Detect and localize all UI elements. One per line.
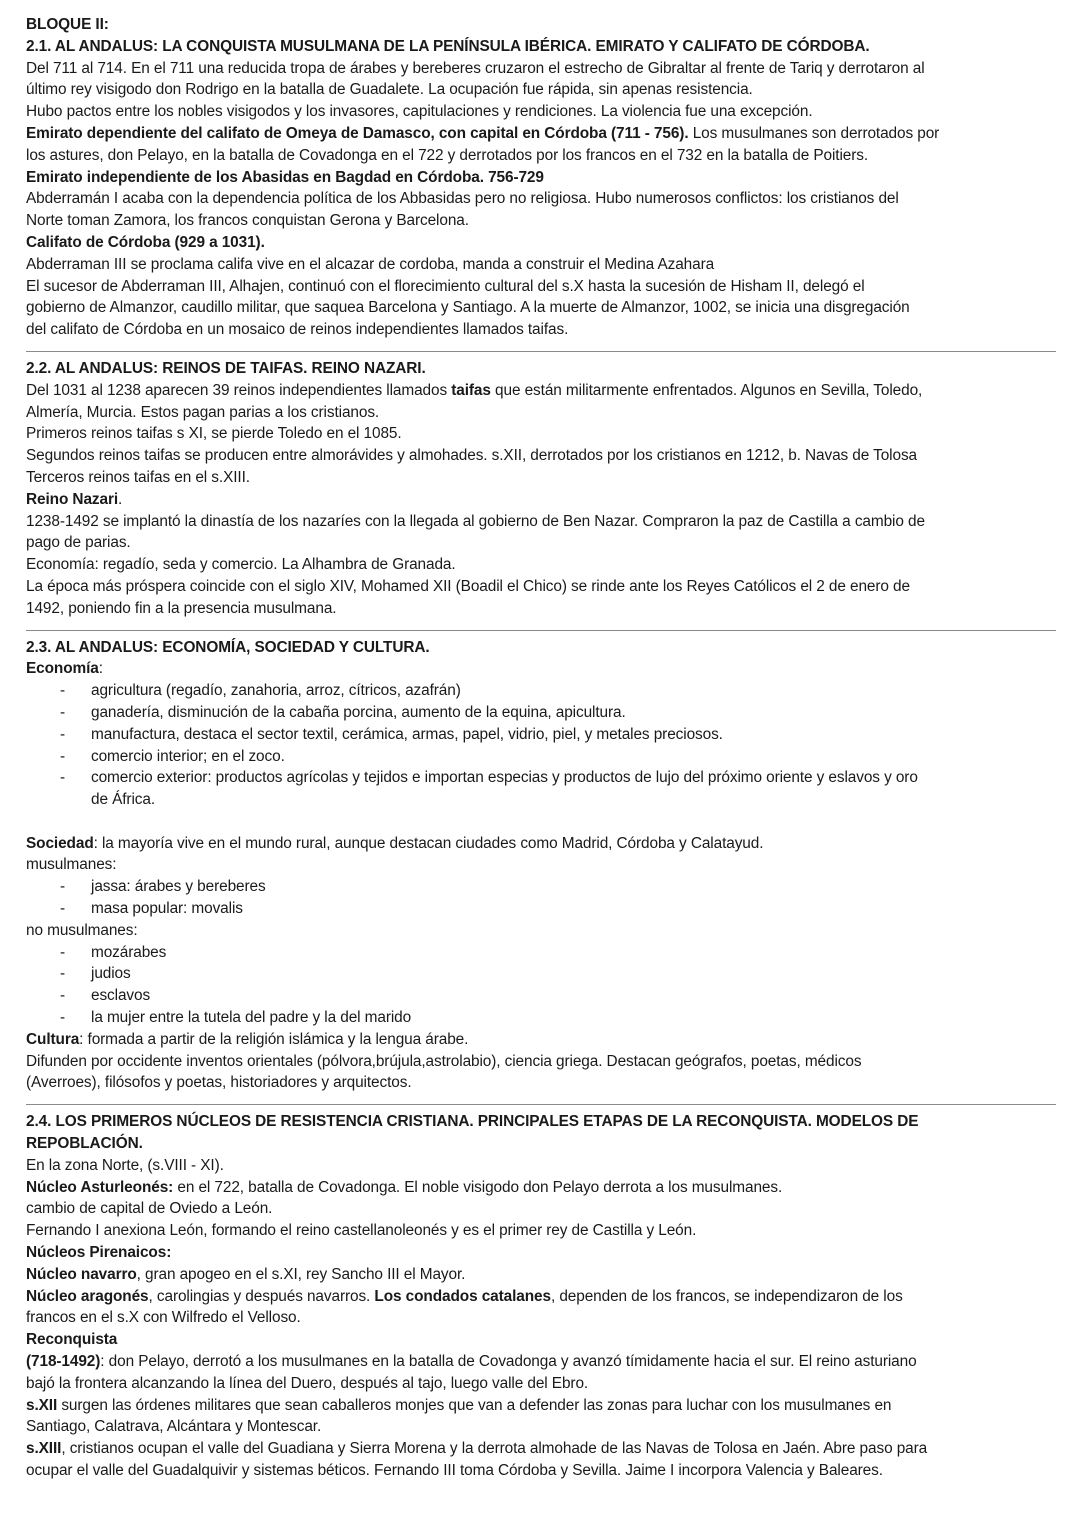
- list-item: - esclavos: [26, 985, 1056, 1007]
- subheading: Núcleos Pirenaicos:: [26, 1244, 172, 1262]
- list-item: - masa popular: movalis: [26, 898, 1056, 920]
- subheading: Cultura: [26, 1030, 80, 1048]
- list-item: - judios: [26, 963, 1056, 985]
- paragraph-line: En la zona Norte, (s.VIII - XI).: [26, 1156, 224, 1174]
- section-title: 2.2. AL ANDALUS: REINOS DE TAIFAS. REINO NAZARI.: [26, 359, 426, 377]
- paragraph-line: cambio de capital de Oviedo a León.: [26, 1200, 273, 1218]
- subheading: Emirato independiente de los Abasidas en Bagdad en Córdoba. 756-729: [26, 168, 544, 186]
- text-run: , gran apogeo en el s.XI, rey Sancho III el Mayor.: [136, 1265, 466, 1283]
- paragraph-line: [26, 1438, 1056, 1460]
- paragraph-line: pago de parias.: [26, 534, 131, 552]
- section-2-1: [26, 36, 1056, 341]
- subheading: Reino Nazari: [26, 490, 119, 508]
- paragraph-line: Terceros reinos taifas en el s.XIII.: [26, 468, 250, 486]
- list-item: - la mujer entre la tutela del padre y la del marido: [26, 1007, 1056, 1029]
- section-divider: [26, 351, 1056, 352]
- text-run: .: [118, 490, 123, 508]
- subheading: Califato de Córdoba (929 a 1031).: [26, 233, 265, 251]
- subheading: Núcleo Asturleonés:: [26, 1178, 174, 1196]
- text-run: en el 722, batalla de Covadonga. El noble visigodo don Pelayo derrota a los musulmanes.: [173, 1178, 783, 1196]
- paragraph-line: [26, 658, 1056, 680]
- section-title-continuation: REPOBLACIÓN.: [26, 1135, 143, 1153]
- paragraph-line: [26, 1286, 1056, 1308]
- text-run: : formada a partir de la religión islámica y la lengua árabe.: [79, 1030, 469, 1048]
- paragraph-line: Santiago, Calatrava, Alcántara y Montescar.: [26, 1418, 322, 1436]
- keyword: taifas: [451, 381, 491, 399]
- text-run: Del 1031 al 1238 aparecen 39 reinos independientes llamados: [26, 381, 452, 399]
- text-run: que están militarmente enfrentados. Algunos en Sevilla, Toledo,: [490, 381, 923, 399]
- paragraph-line: [26, 123, 1056, 145]
- paragraph-line: gobierno de Almanzor, caudillo militar, que saquea Barcelona y Santiago. A la muerte de Almanzor, 1002, se inicia una disgregación: [26, 299, 910, 317]
- list-item-continuation: de África.: [91, 791, 156, 809]
- paragraph-line: [26, 489, 1056, 511]
- paragraph-line: Almería, Murcia. Estos pagan parias a los cristianos.: [26, 403, 380, 421]
- paragraph-line: Hubo pactos entre los nobles visigodos y los invasores, capitulaciones y rendiciones. La violencia fue una excepción.: [26, 103, 813, 121]
- paragraph-line: musulmanes:: [26, 856, 117, 874]
- paragraph-line: francos en el s.X con Wilfredo el Velloso.: [26, 1309, 301, 1327]
- paragraph-line: La época más próspera coincide con el siglo XIV, Mohamed XII (Boadil el Chico) se rinde ante los Reyes Católicos el 2 de enero de: [26, 577, 910, 595]
- section-2-3: [26, 637, 1056, 1095]
- paragraph-line: Difunden por occidente inventos orientales (pólvora,brújula,astrolabio), ciencia griega. Destacan geógrafos, poetas, médicos: [26, 1052, 862, 1070]
- subheading: s.XIII: [26, 1440, 62, 1458]
- paragraph-line: Economía: regadío, seda y comercio. La Alhambra de Granada.: [26, 556, 456, 574]
- paragraph-line: [26, 1351, 1056, 1373]
- paragraph-line: bajó la frontera alcanzando la línea del Duero, después al tajo, luego valle del Ebro.: [26, 1374, 589, 1392]
- paragraph-line: Abderramán I acaba con la dependencia política de los Abbasidas pero no religiosa. Hubo numerosos conflictos: los cristianos del: [26, 190, 899, 208]
- subheading: s.XII: [26, 1396, 58, 1414]
- section-2-4: [26, 1111, 1056, 1482]
- paragraph-line: no musulmanes:: [26, 921, 138, 939]
- paragraph-line: 1238-1492 se implantó la dinastía de los nazaríes con la llegada al gobierno de Ben Nazar. Compraron la paz de Castilla a cambio de: [26, 512, 925, 530]
- list-item: - mozárabes: [26, 942, 1056, 964]
- text-run: Los musulmanes son derrotados por: [688, 124, 940, 142]
- text-run: :: [98, 660, 103, 678]
- subheading: Sociedad: [26, 834, 94, 852]
- subheading: Economía: [26, 660, 99, 678]
- blank-line: [26, 811, 1056, 833]
- subheading: Emirato dependiente del califato de Omeya de Damasco, con capital en Córdoba (711 - 756).: [26, 124, 689, 142]
- subheading: Núcleo navarro: [26, 1265, 137, 1283]
- paragraph-line: Abderraman III se proclama califa vive en el alcazar de cordoba, manda a construir el Medina Azahara: [26, 255, 715, 273]
- text-run: : don Pelayo, derrotó a los musulmanes en la batalla de Covadonga y avanzó tímidamente hacia el sur. El reino asturiano: [100, 1353, 917, 1371]
- paragraph-line: [26, 1395, 1056, 1417]
- section-divider: [26, 630, 1056, 631]
- subheading: Núcleo aragonés: [26, 1287, 149, 1305]
- document-page: [26, 14, 1056, 1482]
- text-run: surgen las órdenes militares que sean caballeros monjes que van a defender las zonas para luchar con los musulmanes en: [57, 1396, 892, 1414]
- list-item: - agricultura (regadío, zanahoria, arroz, cítricos, azafrán): [26, 680, 1056, 702]
- paragraph-line: [26, 1177, 1056, 1199]
- paragraph-line: [26, 1029, 1056, 1051]
- text-run: : la mayoría vive en el mundo rural, aunque destacan ciudades como Madrid, Córdoba y Calatayud.: [93, 834, 764, 852]
- block-heading: BLOQUE II:: [26, 16, 109, 33]
- text-run: , cristianos ocupan el valle del Guadiana y Sierra Morena y la derrota almohade de las Navas de Tolosa en Jaén. Abre paso para: [61, 1440, 928, 1458]
- paragraph-line: Fernando I anexiona León, formando el reino castellanoleonés y es el primer rey de Castilla y León.: [26, 1222, 697, 1240]
- paragraph-line: [26, 1264, 1056, 1286]
- paragraph-line: 1492, poniendo fin a la presencia musulmana.: [26, 599, 337, 617]
- list-item: - comercio exterior: productos agrícolas y tejidos e importan especias y productos de lujo del próximo oriente y eslavos y oro: [26, 767, 1056, 789]
- text-run: , carolingias y después navarros.: [148, 1287, 375, 1305]
- paragraph-line: ocupar el valle del Guadalquivir y sistemas béticos. Fernando III toma Córdoba y Sevilla. Jaime I incorpora Valencia y Baleares.: [26, 1462, 883, 1479]
- list-item: - comercio interior; en el zoco.: [26, 746, 1056, 768]
- text-run: , dependen de los francos, se independizaron de los: [550, 1287, 903, 1305]
- paragraph-line: último rey visigodo don Rodrigo en la batalla de Guadalete. La ocupación fue rápida, sin apenas resistencia.: [26, 81, 753, 99]
- section-title: 2.1. AL ANDALUS: LA CONQUISTA MUSULMANA DE LA PENÍNSULA IBÉRICA. EMIRATO Y CALIFATO DE CÓRDOBA.: [26, 37, 870, 55]
- section-2-2: [26, 358, 1056, 620]
- subheading: Los condados catalanes: [374, 1287, 551, 1305]
- subheading: Reconquista: [26, 1331, 118, 1349]
- paragraph-line: Norte toman Zamora, los francos conquistan Gerona y Barcelona.: [26, 212, 469, 230]
- paragraph-line: los astures, don Pelayo, en la batalla de Covadonga en el 722 y derrotados por los francos en el 732 en la batalla de Poitiers.: [26, 146, 869, 164]
- section-title: 2.3. AL ANDALUS: ECONOMÍA, SOCIEDAD Y CULTURA.: [26, 638, 430, 656]
- list-item: - ganadería, disminución de la cabaña porcina, aumento de la equina, apicultura.: [26, 702, 1056, 724]
- list-item: - manufactura, destaca el sector textil, cerámica, armas, papel, vidrio, piel, y metales preciosos.: [26, 724, 1056, 746]
- paragraph-line: El sucesor de Abderraman III, Alhajen, continuó con el florecimiento cultural del s.X hasta la sucesión de Hisham II, delegó el: [26, 277, 865, 295]
- paragraph-line: [26, 833, 1056, 855]
- paragraph-line: (Averroes), filósofos y poetas, historiadores y arquitectos.: [26, 1074, 412, 1092]
- paragraph-line: Del 711 al 714. En el 711 una reducida tropa de árabes y bereberes cruzaron el estrecho de Gibraltar al frente de Tariq y derrotaron al: [26, 59, 925, 77]
- paragraph-line: Segundos reinos taifas se producen entre almorávides y almohades. s.XII, derrotados por los cristianos en 1212, b. Navas de Tolosa: [26, 447, 918, 465]
- section-divider: [26, 1104, 1056, 1105]
- list-item: - jassa: árabes y bereberes: [26, 876, 1056, 898]
- paragraph-line: Primeros reinos taifas s XI, se pierde Toledo en el 1085.: [26, 425, 402, 443]
- paragraph-line: del califato de Córdoba en un mosaico de reinos independientes llamados taifas.: [26, 321, 569, 339]
- subheading: (718-1492): [26, 1353, 101, 1371]
- paragraph-line: [26, 380, 1056, 402]
- section-title: 2.4. LOS PRIMEROS NÚCLEOS DE RESISTENCIA CRISTIANA. PRINCIPALES ETAPAS DE LA RECONQUISTA. MODELOS DE: [26, 1113, 919, 1131]
